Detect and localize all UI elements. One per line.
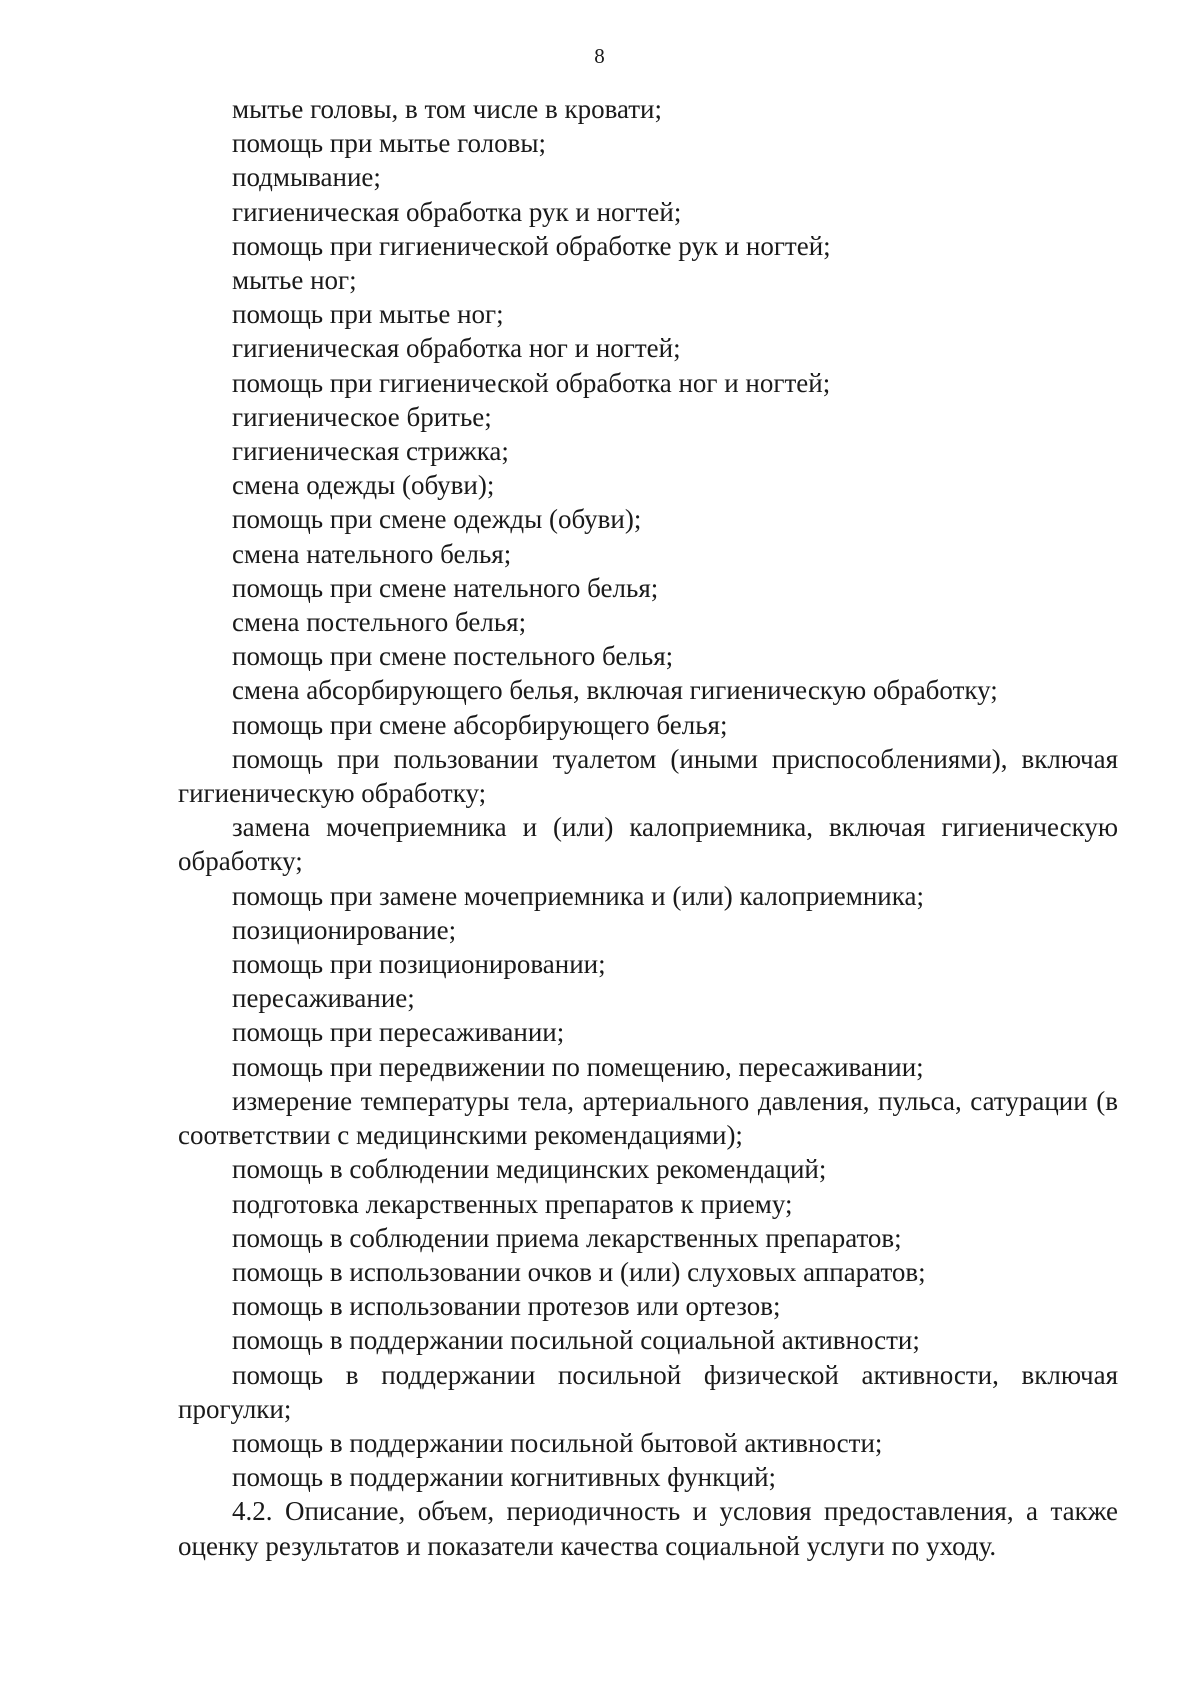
page-number: 8 xyxy=(594,44,606,68)
list-item-hair-wash: мытье головы, в том числе в кровати; xyxy=(232,94,663,124)
list-item-medical-recommendations: помощь в соблюдении медицинских рекомендаций; xyxy=(232,1154,827,1185)
document-body xyxy=(178,92,1118,1563)
list-item-social-activity: помощь в поддержании посильной социальной активности; xyxy=(232,1325,920,1356)
list-item-toilet-help: помощь при пользовании туалетом (иными приспособлениями), включая гигиеническую обработку; xyxy=(178,743,1118,809)
list-item-movement-help: помощь при передвижении по помещению, пересаживании; xyxy=(232,1051,924,1082)
list-item-feet-wash: мытье ног; xyxy=(232,265,357,296)
list-item-transfer-help: помощь при пересаживании; xyxy=(232,1017,565,1048)
list-item-hands-nails-help: помощь при гигиенической обработке рук и ногтей; xyxy=(232,230,831,261)
section-4-2-paragraph: 4.2. Описание, объем, периодичность и условия предоставления, а также оценку результатов и показатели качества социальной услуги по уходу. xyxy=(178,1496,1118,1561)
list-item-prosthesis: помощь в использовании протезов или ортезов; xyxy=(232,1291,781,1322)
list-item-transfer: пересаживание; xyxy=(232,983,415,1014)
list-item-washing: подмывание; xyxy=(232,162,381,193)
list-item-feet-wash-help: помощь при мытье ног; xyxy=(232,299,504,330)
list-item-underwear-change: смена нательного белья; xyxy=(232,538,512,569)
list-item-clothes-change: смена одежды (обуви); xyxy=(232,470,495,501)
list-item-household-activity: помощь в поддержании посильной бытовой активности; xyxy=(232,1427,883,1458)
list-item-urinal-replacement-help: помощь при замене мочеприемника и (или) калоприемника; xyxy=(232,880,924,911)
list-item-clothes-change-help: помощь при смене одежды (обуви); xyxy=(232,504,642,535)
list-item-shaving: гигиеническое бритье; xyxy=(232,401,492,432)
list-item-vitals-measurement: измерение температуры тела, артериального давления, пульса, сатурации (в соответствии с медицинскими рекомендациями); xyxy=(178,1085,1118,1151)
list-item-haircut: гигиеническая стрижка; xyxy=(232,436,509,467)
list-item-bedding-change-help: помощь при смене постельного белья; xyxy=(232,641,674,672)
list-item-medication-prep: подготовка лекарственных препаратов к приему; xyxy=(232,1188,793,1219)
list-item-physical-activity: помощь в поддержании посильной физической активности, включая прогулки; xyxy=(178,1359,1118,1424)
list-item-glasses-hearing: помощь в использовании очков и (или) слуховых аппаратов; xyxy=(232,1256,926,1287)
list-item-underwear-change-help: помощь при смене нательного белья; xyxy=(232,572,659,603)
list-item-medication-intake: помощь в соблюдении приема лекарственных препаратов; xyxy=(232,1222,902,1253)
list-item-feet-nails-help: помощь при гигиенической обработка ног и ногтей; xyxy=(232,367,831,398)
list-item-absorbent-change-help: помощь при смене абсорбирующего белья; xyxy=(232,709,728,740)
list-item-absorbent-change: смена абсорбирующего белья, включая гигиеническую обработку; xyxy=(232,675,998,706)
list-item-positioning-help: помощь при позиционировании; xyxy=(232,949,606,980)
list-item-positioning: позиционирование; xyxy=(232,914,457,945)
list-item-urinal-replacement: замена мочеприемника и (или) калоприемника, включая гигиеническую обработку; xyxy=(178,812,1118,877)
list-item-hands-nails: гигиеническая обработка рук и ногтей; xyxy=(232,196,682,227)
list-item-cognitive-functions: помощь в поддержании когнитивных функций; xyxy=(232,1462,777,1493)
list-item-bedding-change: смена постельного белья; xyxy=(232,607,527,638)
list-item-hair-wash-help: помощь при мытье головы; xyxy=(232,128,547,159)
list-item-feet-nails: гигиеническая обработка ног и ногтей; xyxy=(232,333,681,364)
